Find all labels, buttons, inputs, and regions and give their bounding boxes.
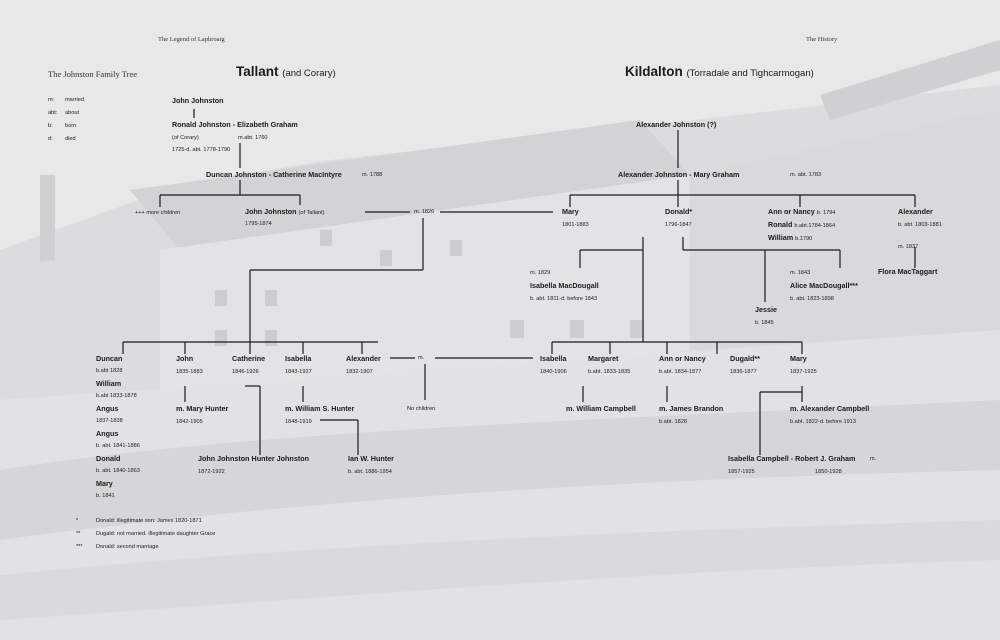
legend-value: married	[65, 97, 84, 103]
person-alice-macdougall: Alice MacDougall***	[790, 281, 858, 290]
couple-duncan-catherine: Duncan Johnston - Catherine MacIntyre	[206, 170, 342, 179]
ian-hunter-dates: b. abt. 1886-1954	[348, 469, 392, 475]
legend-key: m:	[48, 97, 55, 103]
alexander-c-dates: 1832-1907	[346, 369, 373, 375]
person-donald-c: Donald	[96, 454, 121, 463]
legend-key: b:	[48, 123, 53, 129]
isabella-robert-marriage: m.	[870, 456, 877, 462]
legend-value: about	[65, 110, 79, 116]
mary-hunter-dates: 1842-1905	[176, 419, 203, 425]
person-margaret: Margaret	[588, 354, 619, 363]
catherine-dates: 1846-1926	[232, 369, 259, 375]
spouse-william-campbell: m. William Campbell	[566, 404, 636, 413]
person-ann-nancy: Ann or Nancy b. 1794	[768, 207, 836, 216]
dugald-dates: 1836-1877	[730, 369, 757, 375]
spouse-alexander-campbell: m. Alexander Campbell	[790, 404, 870, 413]
person-isabella-macdougall: Isabella MacDougall	[530, 281, 599, 290]
robert-graham-dates: 1850-1928	[815, 469, 842, 475]
isabella-c-dates: 1843-1927	[285, 369, 312, 375]
person-mary-k2: Mary	[790, 354, 807, 363]
alice-marriage: m. 1843	[790, 270, 811, 276]
person-angus-2: Angus	[96, 429, 119, 438]
spouse-william-hunter: m. William S. Hunter	[285, 404, 355, 413]
john-hunter-johnston-dates: 1872-1922	[198, 469, 225, 475]
spouse-james-brandon: m. James Brandon	[659, 404, 724, 413]
person-flora-mactaggart: Flora MacTaggart	[878, 267, 938, 276]
more-children: +++ more children	[135, 210, 181, 216]
john-c-dates: 1835-1883	[176, 369, 203, 375]
alice-dates: b. abt. 1823-1898	[790, 296, 834, 302]
person-catherine: Catherine	[232, 354, 266, 363]
person-jessie: Jessie	[755, 305, 777, 314]
person-ronald: Ronald b.abt.1784-1864	[768, 220, 836, 229]
footnote-mark: ***	[76, 544, 83, 550]
mary-k2-dates: 1837-1925	[790, 369, 817, 375]
header-right: The History	[806, 36, 838, 43]
isabella-md-dates: b. abt. 1811-d. before 1843	[530, 296, 598, 302]
alexander-marriage: m. 1837	[898, 244, 919, 250]
person-ann-nancy-2: Ann or Nancy	[659, 354, 706, 363]
no-children-label: No children	[407, 406, 436, 412]
isabella-k-dates: 1840-1906	[540, 369, 567, 375]
donald-dates: 1796-1847	[665, 222, 692, 228]
spouse-mary-hunter: m. Mary Hunter	[176, 404, 229, 413]
legend-key: d:	[48, 136, 53, 142]
isabella-md-marriage: m. 1829	[530, 270, 551, 276]
legend-value: born	[65, 123, 77, 129]
william-hunter-dates: 1848-1919	[285, 419, 312, 425]
note-of-corary: (of Corary)	[172, 135, 199, 141]
ronald-marriage: m.abt. 1760	[238, 135, 268, 141]
isabella-campbell-dates: 1857-1925	[728, 469, 755, 475]
person-donald: Donald*	[665, 207, 693, 216]
person-mary-c: Mary	[96, 479, 113, 488]
margaret-dates: b.abt. 1833-1835	[588, 369, 631, 375]
mary-dates: 1801-1883	[562, 222, 589, 228]
person-john-of-tallant: John Johnston (of Tallant)	[245, 207, 325, 216]
footnote-mark: *	[76, 518, 79, 524]
person-isabella-c: Isabella	[285, 354, 312, 363]
legend-key: abt:	[48, 110, 58, 116]
ronald-dates: 1725-d. abt. 1778-1790	[172, 147, 231, 153]
jessie-born: b. 1845	[755, 320, 774, 326]
footnote-text: Dugald: not married. Illegitimate daughter Grace	[96, 531, 216, 537]
john-mary-marriage: m. 1826	[414, 209, 435, 215]
person-william: William b.1790	[768, 233, 813, 242]
person-william-c: William	[96, 379, 122, 388]
donald-c-dates: b. abt. 1840-1863	[96, 468, 140, 474]
mary-c-born: b. 1841	[96, 493, 115, 499]
person-john-c: John	[176, 354, 194, 363]
alexander-campbell-dates: b.abt. 1822-d. before 1913	[790, 419, 856, 425]
john-of-tallant-dates: 1795-1874	[245, 221, 272, 227]
ann-nancy-2-dates: b.abt. 1834-1877	[659, 369, 702, 375]
james-brandon-born: b.abt. 1828	[659, 419, 687, 425]
couple-ronald-elizabeth: Ronald Johnston - Elizabeth Graham	[172, 120, 298, 129]
duncan-marriage: m. 1788	[362, 172, 383, 178]
person-john-johnston-sr: John Johnston	[172, 96, 224, 105]
person-mary: Mary	[562, 207, 579, 216]
marriage-m-link: m.	[418, 355, 425, 361]
footnote-text: Donald: second marriage	[96, 544, 159, 550]
alexander-mary-marriage: m. abt. 1783	[790, 172, 822, 178]
person-isabella-k: Isabella	[540, 354, 567, 363]
section-title-tallant: Tallant (and Corary)	[236, 64, 336, 79]
footnote-text: Donald: illegitimate son: James 1820-1871	[96, 518, 202, 524]
person-alexander-c: Alexander	[346, 354, 381, 363]
person-alexander: Alexander	[898, 207, 933, 216]
duncan-born: b.abt 1828	[96, 368, 123, 374]
person-john-hunter-johnston: John Johnston Hunter Johnston	[198, 454, 309, 463]
alexander-dates: b. abt. 1803-1881	[898, 222, 942, 228]
william-c-dates: b.abt 1833-1878	[96, 393, 137, 399]
person-duncan: Duncan	[96, 354, 123, 363]
footnote-mark: **	[76, 531, 81, 537]
couple-alexander-mary: Alexander Johnston - Mary Graham	[618, 170, 740, 179]
angus-1-dates: 1837-1838	[96, 418, 123, 424]
header-left: The Legend of Laphroaig	[158, 36, 225, 43]
legend-value: died	[65, 136, 76, 142]
person-dugald: Dugald**	[730, 354, 760, 363]
person-ian-hunter: Ian W. Hunter	[348, 454, 394, 463]
person-alexander-sr: Alexander Johnston (?)	[636, 120, 717, 129]
section-title-kildalton: Kildalton (Torradale and Tighcarmogan)	[625, 64, 814, 79]
person-angus-1: Angus	[96, 404, 119, 413]
couple-isabella-robert: Isabella Campbell - Robert J. Graham	[728, 454, 856, 463]
family-tree-title: The Johnston Family Tree	[48, 69, 138, 79]
angus-2-dates: b. abt. 1841-1886	[96, 443, 140, 449]
